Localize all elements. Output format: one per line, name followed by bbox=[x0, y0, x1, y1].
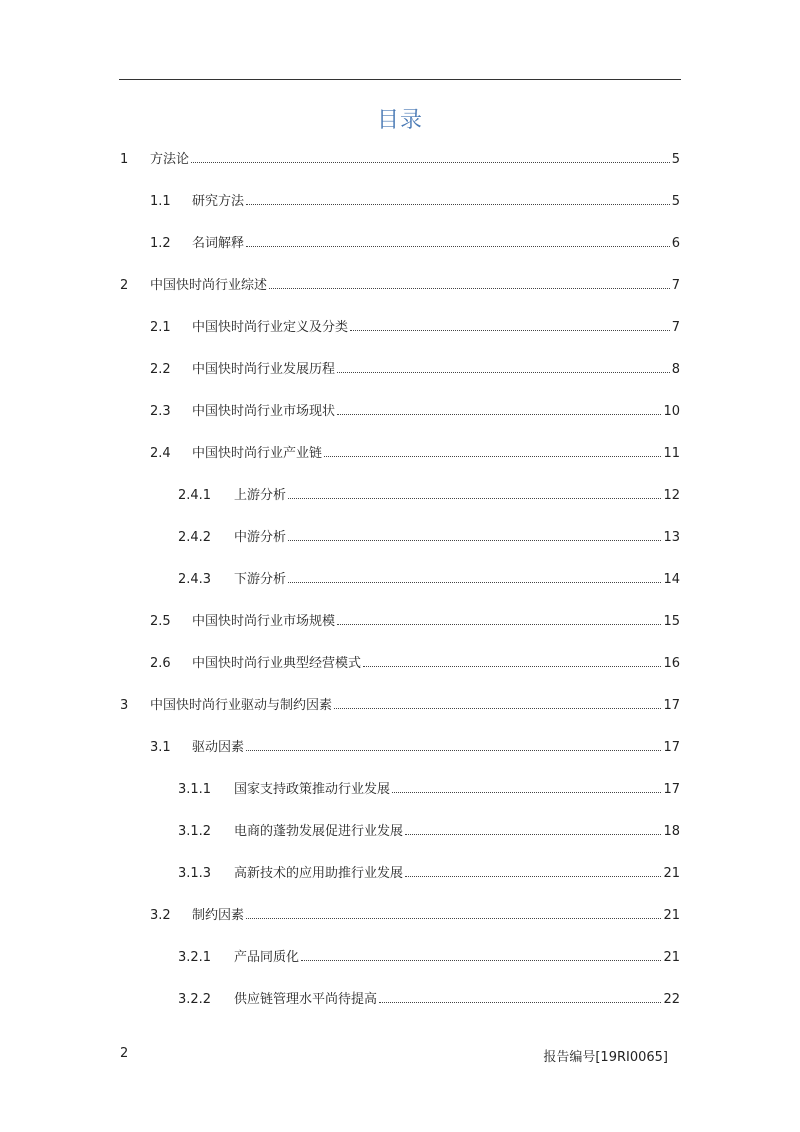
toc-entry-page: 13 bbox=[663, 530, 680, 545]
toc-entry-page: 11 bbox=[663, 446, 680, 461]
toc-entry-label: 中国快时尚行业定义及分类 bbox=[192, 320, 349, 335]
toc-entry-number: 3.1.3 bbox=[178, 866, 212, 881]
toc-entry-label: 产品同质化 bbox=[234, 950, 300, 965]
toc-leader-dots bbox=[301, 960, 661, 961]
toc-leader-dots bbox=[191, 162, 670, 163]
toc-entry[interactable] bbox=[0, 360, 800, 380]
toc-entry-number: 1 bbox=[120, 152, 129, 167]
toc-entry-page: 22 bbox=[663, 992, 680, 1007]
toc-entry-page: 21 bbox=[663, 908, 680, 923]
toc-entry-label: 中国快时尚行业驱动与制约因素 bbox=[150, 698, 333, 713]
toc-entry[interactable] bbox=[0, 654, 800, 674]
toc-leader-dots bbox=[246, 750, 661, 751]
toc-leader-dots bbox=[246, 204, 670, 205]
toc-entry[interactable] bbox=[0, 990, 800, 1010]
toc-entry[interactable] bbox=[0, 612, 800, 632]
toc-entry-page: 5 bbox=[671, 152, 680, 167]
toc-entry-label: 中国快时尚行业典型经营模式 bbox=[192, 656, 362, 671]
toc-entry-number: 2.4.1 bbox=[178, 488, 212, 503]
toc-leader-dots bbox=[334, 708, 661, 709]
toc-entry-number: 2 bbox=[120, 278, 129, 293]
toc-entry[interactable] bbox=[0, 276, 800, 296]
toc-leader-dots bbox=[246, 246, 670, 247]
toc-entry-page: 8 bbox=[671, 362, 680, 377]
toc-entry[interactable] bbox=[0, 864, 800, 884]
toc-entry-number: 1.1 bbox=[150, 194, 171, 209]
toc-entry-label: 供应链管理水平尚待提高 bbox=[234, 992, 378, 1007]
toc-leader-dots bbox=[379, 1002, 661, 1003]
toc-entry[interactable] bbox=[0, 318, 800, 338]
toc-entry-page: 6 bbox=[671, 236, 680, 251]
toc-entry-number: 2.1 bbox=[150, 320, 171, 335]
footer-report-id: 报告编号[19RI0065] bbox=[543, 1050, 668, 1065]
toc-entry-label: 国家支持政策推动行业发展 bbox=[234, 782, 391, 797]
toc-leader-dots bbox=[337, 372, 670, 373]
toc-leader-dots bbox=[405, 834, 661, 835]
toc-entry-label: 中国快时尚行业市场现状 bbox=[192, 404, 336, 419]
toc-entry-number: 2.4 bbox=[150, 446, 171, 461]
toc-leader-dots bbox=[269, 288, 670, 289]
toc-entry-number: 3.2 bbox=[150, 908, 171, 923]
footer-page-number: 2 bbox=[120, 1046, 129, 1061]
toc-entry-number: 2.3 bbox=[150, 404, 171, 419]
toc-entry[interactable] bbox=[0, 906, 800, 926]
toc-leader-dots bbox=[392, 792, 661, 793]
toc-entry-number: 2.2 bbox=[150, 362, 171, 377]
toc-entry-number: 3 bbox=[120, 698, 129, 713]
toc-entry[interactable] bbox=[0, 486, 800, 506]
toc-entry[interactable] bbox=[0, 948, 800, 968]
toc-entry[interactable] bbox=[0, 780, 800, 800]
toc-entry-label: 驱动因素 bbox=[192, 740, 245, 755]
toc-entry-page: 15 bbox=[663, 614, 680, 629]
toc-entry[interactable] bbox=[0, 234, 800, 254]
toc-leader-dots bbox=[288, 498, 661, 499]
toc-entry-label: 名词解释 bbox=[192, 236, 245, 251]
toc-entry-page: 21 bbox=[663, 866, 680, 881]
toc-entry-number: 2.5 bbox=[150, 614, 171, 629]
toc-entry-label: 上游分析 bbox=[234, 488, 287, 503]
toc-leader-dots bbox=[246, 918, 661, 919]
toc-entry-number: 3.2.2 bbox=[178, 992, 212, 1007]
toc-entry-page: 10 bbox=[663, 404, 680, 419]
toc-entry-page: 12 bbox=[663, 488, 680, 503]
toc-entry-number: 3.1.2 bbox=[178, 824, 212, 839]
toc-entry[interactable] bbox=[0, 192, 800, 212]
toc-entry-number: 3.1.1 bbox=[178, 782, 212, 797]
toc-leader-dots bbox=[363, 666, 661, 667]
toc-entry-label: 中国快时尚行业产业链 bbox=[192, 446, 323, 461]
toc-entry-number: 2.4.3 bbox=[178, 572, 212, 587]
toc-entry[interactable] bbox=[0, 738, 800, 758]
toc-entry-page: 5 bbox=[671, 194, 680, 209]
toc-entry-label: 中国快时尚行业综述 bbox=[150, 278, 268, 293]
toc-entry[interactable] bbox=[0, 570, 800, 590]
toc-leader-dots bbox=[337, 624, 661, 625]
toc-entry-label: 研究方法 bbox=[192, 194, 245, 209]
toc-entry-label: 高新技术的应用助推行业发展 bbox=[234, 866, 404, 881]
toc-entry[interactable] bbox=[0, 402, 800, 422]
toc-leader-dots bbox=[350, 330, 670, 331]
toc-entry-number: 2.6 bbox=[150, 656, 171, 671]
toc-leader-dots bbox=[288, 540, 661, 541]
toc-entry[interactable] bbox=[0, 696, 800, 716]
toc-leader-dots bbox=[405, 876, 661, 877]
toc-entry-page: 18 bbox=[663, 824, 680, 839]
toc-entry-number: 3.1 bbox=[150, 740, 171, 755]
toc-entry-label: 中游分析 bbox=[234, 530, 287, 545]
toc-entry-label: 下游分析 bbox=[234, 572, 287, 587]
toc-entry-page: 17 bbox=[663, 698, 680, 713]
toc-entry[interactable] bbox=[0, 150, 800, 170]
toc-entry-label: 方法论 bbox=[150, 152, 190, 167]
toc-entry-page: 16 bbox=[663, 656, 680, 671]
toc-leader-dots bbox=[288, 582, 661, 583]
toc-entry-number: 1.2 bbox=[150, 236, 171, 251]
toc-entry-label: 中国快时尚行业发展历程 bbox=[192, 362, 336, 377]
toc-entry-label: 制约因素 bbox=[192, 908, 245, 923]
toc-entry[interactable] bbox=[0, 444, 800, 464]
toc-entry-page: 21 bbox=[663, 950, 680, 965]
toc-entry[interactable] bbox=[0, 528, 800, 548]
toc-entry[interactable] bbox=[0, 822, 800, 842]
toc-entry-label: 中国快时尚行业市场规模 bbox=[192, 614, 336, 629]
toc-entry-label: 电商的蓬勃发展促进行业发展 bbox=[234, 824, 404, 839]
toc-leader-dots bbox=[337, 414, 661, 415]
toc-entry-page: 17 bbox=[663, 740, 680, 755]
toc-entry-page: 17 bbox=[663, 782, 680, 797]
toc-title: 目录 bbox=[376, 108, 423, 133]
toc-entry-number: 3.2.1 bbox=[178, 950, 212, 965]
toc-entry-page: 14 bbox=[663, 572, 680, 587]
toc-entry-page: 7 bbox=[671, 320, 680, 335]
toc-entry-number: 2.4.2 bbox=[178, 530, 212, 545]
toc-entry-page: 7 bbox=[671, 278, 680, 293]
toc-leader-dots bbox=[324, 456, 661, 457]
